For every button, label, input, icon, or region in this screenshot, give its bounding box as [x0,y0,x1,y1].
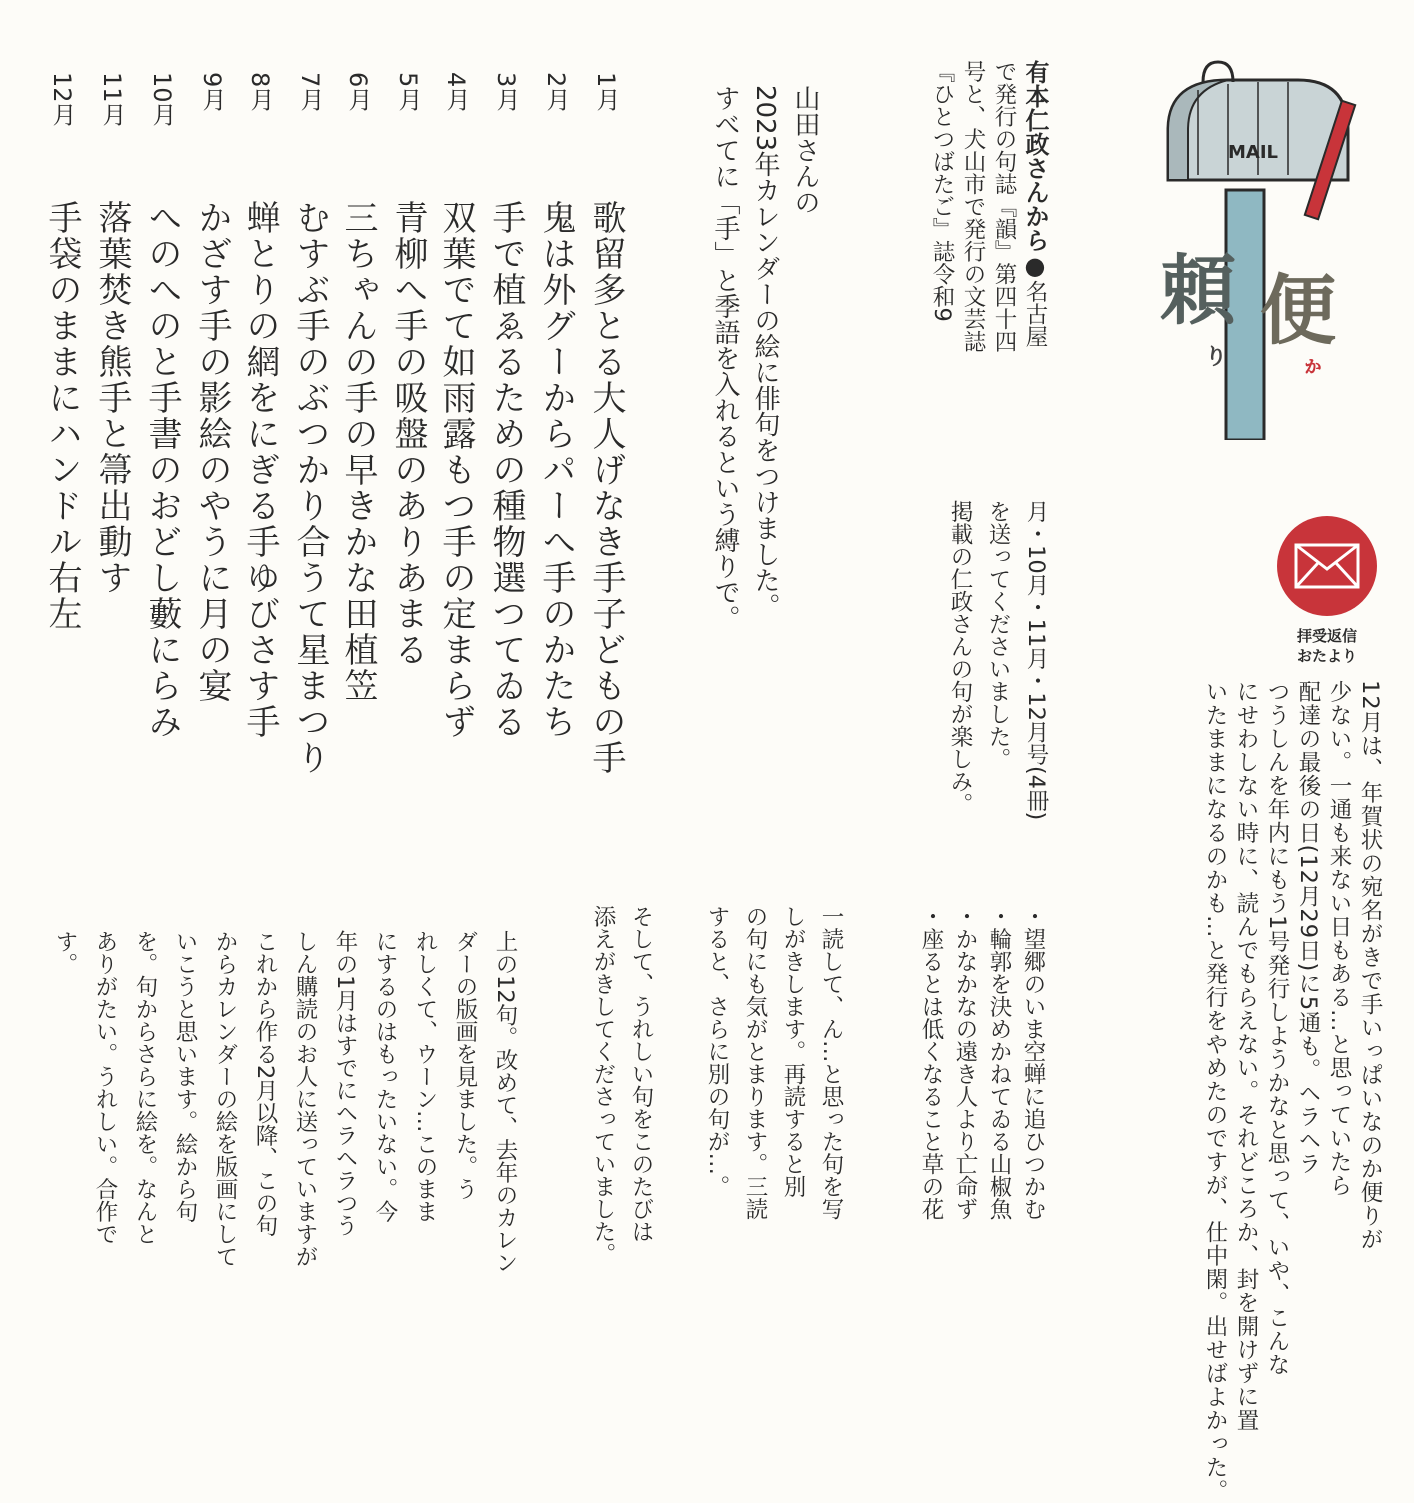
calendar-entry [532,72,580,872]
mail-label: MAIL [1228,142,1279,163]
calendar-entry [38,72,86,872]
calendar-entry [286,72,334,872]
month-haiku: 手袋のままにハンドル右左 [42,200,82,632]
month-haiku: かざす手の影絵のやうに月の宴 [192,200,232,704]
title-char-ben: 便 [1260,266,1336,355]
month-haiku: 落葉焚き熊手と箒出動す [92,200,132,596]
calendar-intro: 山田さんの 2023年カレンダーの絵に俳句をつけました。 すべてに「手」と季語を入れるという縛りで。 [710,85,820,631]
header-author: 有本仁政さんから● [1021,60,1049,280]
month-label: 10月 [148,72,176,127]
calendar-haiku [30,72,630,872]
month-haiku: 歌留多とる大人げなき手子どもの手 [586,200,626,776]
month-label: 7月 [296,72,324,112]
magazine-note: 月・10月・11月・12月号(4冊) を送ってくださいました。 掲載の仁政さんの句が楽しみ。 [947,500,1049,821]
month-label: 2月 [542,72,570,112]
month-haiku: へのへのと手書のおどし藪にらみ [142,200,182,740]
envelope-badge [1272,516,1382,666]
intro-text: 12月は、年賀状の宛名がきで手いっぱいなのか便りが 少ない。一通も来ない日もある…と思っていたら 配達の最後の日(12月29日)に5通も。ヘラヘラ つうしんを年内にもう1号発行しようかなと思って、いや、こんな にせわしない時に、読んでもらえない。それどころか、封を開けずに置 いたままになるのかも…と発行をやめたのですが、仕中閑。出せばよかった。 [1202,680,1383,1503]
quoted-haiku-list: ・望郷のいま空蝉に追ひつかむ ・輪郭を決めかねてゐる山椒魚 ・かなかなの遠き人より亡命ず ・座るとは低くなること草の花 [918,905,1046,1220]
badge-label-2: おたより [1296,647,1357,665]
month-label: 1月 [592,72,620,112]
month-label: 8月 [246,72,274,112]
badge-label-1: 拝受返信 [1296,627,1357,645]
month-label: 3月 [492,72,520,112]
calendar-entry [384,72,432,872]
calendar-entry [236,72,284,872]
title-kana-ri: り [1205,345,1228,370]
closing-text: 上の12句。改めて、去年のカレン ダーの版画を見ました。う れしくて、ウーン…このまま にするのはもったいない。今 年の1月はすでにヘラヘラつう しん購読のお人に送っていますが これから作る2月以降、この句 からカレンダーの絵を版画にして いこうと思います。絵から句 を。句からさらに絵を。なんと ありがたい。うれしい。合作で す。 [52,930,518,1274]
calendar-entry [582,72,630,872]
header-block [890,60,1050,460]
title-char-yori: 頼 [1160,246,1236,335]
month-label: 6月 [344,72,372,112]
month-label: 9月 [198,72,226,112]
title-kana-small: ゕ [1302,353,1325,378]
month-haiku: 三ちゃんの手の早きかな田植笠 [338,200,378,704]
calendar-entry [334,72,382,872]
month-haiku: 双葉でて如雨露もつ手の定まらず [436,200,476,740]
calendar-entry [88,72,136,872]
header-body: 名古屋 で発行の句誌『韻』第四十四 号と、犬山市で発行の文芸誌 『ひとつばたご』誌令和9 [929,60,1048,353]
month-haiku: 手で植ゑるための種物選つてゐる [486,200,526,740]
month-label: 11月 [98,72,126,127]
month-haiku: むすぶ手のぶつかり合うて星まつり [290,200,330,776]
month-label: 5月 [394,72,422,112]
month-label: 4月 [442,72,470,112]
month-haiku: 鬼は外グーからパーへ手のかたち [536,200,576,740]
month-haiku: 青柳へ手の吸盤のありあまる [388,200,428,668]
envelope-icon [1277,516,1377,616]
calendar-entry [482,72,530,872]
title-tayori [1160,230,1360,430]
calendar-entry [432,72,480,872]
month-label: 12月 [48,72,76,127]
calendar-entry [188,72,236,872]
calendar-entry [138,72,186,872]
comment-text: 一読して、ん…と思った句を写 しがきします。再読すると別 の句にも気がとまります。三読 すると、さらに別の句が…。 そして、うれしい句をこのたびは 添えがきしてくださっていました。 [590,905,844,1265]
month-haiku: 蝉とりの網をにぎる手ゆびさす手 [240,200,280,740]
